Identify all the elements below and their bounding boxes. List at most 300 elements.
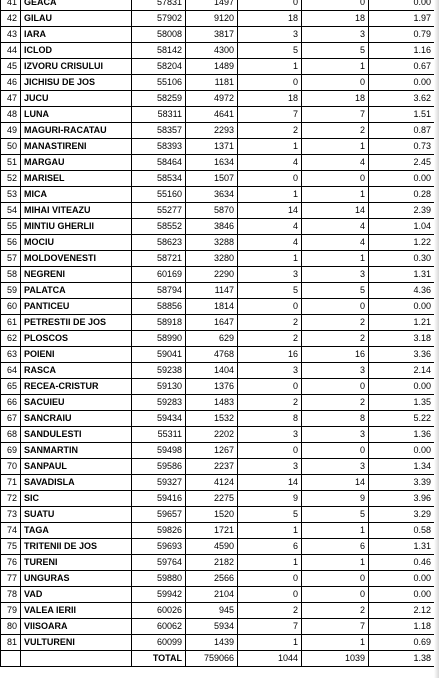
population: 1371 (186, 139, 238, 155)
count-b: 6 (302, 539, 369, 555)
row-index: 60 (1, 299, 21, 315)
table-row (1, 0, 435, 11)
table-row (1, 603, 435, 619)
locality-name: SACUIEU (21, 395, 132, 411)
row-index: 65 (1, 379, 21, 395)
count-b: 4 (302, 219, 369, 235)
siruta-code: 59764 (132, 555, 186, 571)
count-a: 3 (238, 427, 302, 443)
count-a: 18 (238, 11, 302, 27)
count-b: 0 (302, 443, 369, 459)
table-row (1, 363, 435, 379)
percent: 0.73 (369, 139, 435, 155)
count-b: 1 (302, 139, 369, 155)
row-index: 74 (1, 523, 21, 539)
total-empty-cell (1, 651, 21, 667)
population: 4590 (186, 539, 238, 555)
siruta-code: 58142 (132, 43, 186, 59)
count-b: 3 (302, 427, 369, 443)
count-a: 4 (238, 155, 302, 171)
count-a: 9 (238, 491, 302, 507)
population: 4641 (186, 107, 238, 123)
percent: 2.12 (369, 603, 435, 619)
count-b: 9 (302, 491, 369, 507)
siruta-code: 55160 (132, 187, 186, 203)
population: 945 (186, 603, 238, 619)
row-index: 62 (1, 331, 21, 347)
count-b: 0 (302, 0, 369, 11)
table-row (1, 203, 435, 219)
population: 2237 (186, 459, 238, 475)
count-a: 0 (238, 443, 302, 459)
population: 1439 (186, 635, 238, 651)
count-a: 8 (238, 411, 302, 427)
percent: 0.00 (369, 171, 435, 187)
percent: 0.87 (369, 123, 435, 139)
count-a: 1 (238, 523, 302, 539)
locality-name: VIISOARA (21, 619, 132, 635)
count-a: 3 (238, 363, 302, 379)
population: 1267 (186, 443, 238, 459)
percent: 1.21 (369, 315, 435, 331)
percent: 2.14 (369, 363, 435, 379)
count-b: 3 (302, 459, 369, 475)
percent: 3.36 (369, 347, 435, 363)
count-b: 5 (302, 43, 369, 59)
count-b: 3 (302, 27, 369, 43)
row-index: 77 (1, 571, 21, 587)
population: 1814 (186, 299, 238, 315)
population: 629 (186, 331, 238, 347)
table-row (1, 411, 435, 427)
percent: 2.39 (369, 203, 435, 219)
siruta-code: 60099 (132, 635, 186, 651)
count-b: 0 (302, 379, 369, 395)
percent: 0.00 (369, 443, 435, 459)
siruta-code: 60169 (132, 267, 186, 283)
table-row (1, 587, 435, 603)
count-a: 0 (238, 571, 302, 587)
percent: 0.79 (369, 27, 435, 43)
count-b: 2 (302, 395, 369, 411)
siruta-code: 60026 (132, 603, 186, 619)
percent: 1.22 (369, 235, 435, 251)
row-index: 45 (1, 59, 21, 75)
count-a: 1 (238, 139, 302, 155)
count-a: 3 (238, 267, 302, 283)
population: 4300 (186, 43, 238, 59)
total-population: 759066 (186, 651, 238, 667)
percent: 0.30 (369, 251, 435, 267)
siruta-code: 59041 (132, 347, 186, 363)
population: 2290 (186, 267, 238, 283)
siruta-code: 58856 (132, 299, 186, 315)
population: 1532 (186, 411, 238, 427)
row-index: 66 (1, 395, 21, 411)
count-b: 16 (302, 347, 369, 363)
count-b: 0 (302, 299, 369, 315)
population: 2202 (186, 427, 238, 443)
population: 2275 (186, 491, 238, 507)
table-row (1, 475, 435, 491)
locality-name: UNGURAS (21, 571, 132, 587)
population: 1497 (186, 0, 238, 11)
population: 3288 (186, 235, 238, 251)
row-index: 47 (1, 91, 21, 107)
count-a: 0 (238, 0, 302, 11)
table-row (1, 75, 435, 91)
table-row (1, 571, 435, 587)
table-row (1, 315, 435, 331)
count-a: 18 (238, 91, 302, 107)
count-a: 0 (238, 75, 302, 91)
row-index: 78 (1, 587, 21, 603)
siruta-code: 57831 (132, 0, 186, 11)
count-a: 14 (238, 203, 302, 219)
percent: 1.36 (369, 427, 435, 443)
locality-name: SANDULESTI (21, 427, 132, 443)
total-row (1, 651, 435, 667)
total-count-b: 1039 (302, 651, 369, 667)
siruta-code: 59238 (132, 363, 186, 379)
row-index: 69 (1, 443, 21, 459)
table-row (1, 251, 435, 267)
percent: 5.22 (369, 411, 435, 427)
table-row (1, 299, 435, 315)
count-a: 16 (238, 347, 302, 363)
row-index: 81 (1, 635, 21, 651)
table-row (1, 155, 435, 171)
siruta-code: 58357 (132, 123, 186, 139)
table-row (1, 459, 435, 475)
population: 4768 (186, 347, 238, 363)
siruta-code: 60062 (132, 619, 186, 635)
population: 3817 (186, 27, 238, 43)
percent: 3.62 (369, 91, 435, 107)
percent: 0.00 (369, 299, 435, 315)
row-index: 43 (1, 27, 21, 43)
siruta-code: 58534 (132, 171, 186, 187)
row-index: 76 (1, 555, 21, 571)
count-b: 7 (302, 619, 369, 635)
percent: 0.00 (369, 75, 435, 91)
count-b: 7 (302, 107, 369, 123)
total-percent: 1.38 (369, 651, 435, 667)
row-index: 73 (1, 507, 21, 523)
count-b: 5 (302, 283, 369, 299)
row-index: 57 (1, 251, 21, 267)
siruta-code: 59434 (132, 411, 186, 427)
siruta-code: 58008 (132, 27, 186, 43)
count-b: 18 (302, 11, 369, 27)
locality-name: SANPAUL (21, 459, 132, 475)
locality-name: MIHAI VITEAZU (21, 203, 132, 219)
percent: 1.34 (369, 459, 435, 475)
percent: 0.67 (369, 59, 435, 75)
siruta-code: 58990 (132, 331, 186, 347)
table-row (1, 219, 435, 235)
count-a: 4 (238, 235, 302, 251)
table-row (1, 171, 435, 187)
count-a: 5 (238, 283, 302, 299)
count-b: 8 (302, 411, 369, 427)
percent: 3.18 (369, 331, 435, 347)
population: 3280 (186, 251, 238, 267)
percent: 0.69 (369, 635, 435, 651)
siruta-code: 59693 (132, 539, 186, 555)
percent: 3.39 (369, 475, 435, 491)
table-row (1, 507, 435, 523)
population: 1376 (186, 379, 238, 395)
percent: 1.31 (369, 539, 435, 555)
siruta-code: 58311 (132, 107, 186, 123)
percent: 0.46 (369, 555, 435, 571)
locality-name: IARA (21, 27, 132, 43)
percent: 0.00 (369, 587, 435, 603)
count-a: 7 (238, 107, 302, 123)
row-index: 54 (1, 203, 21, 219)
population: 2293 (186, 123, 238, 139)
table-row (1, 523, 435, 539)
total-count-a: 1044 (238, 651, 302, 667)
count-b: 1 (302, 635, 369, 651)
population: 3634 (186, 187, 238, 203)
population: 1404 (186, 363, 238, 379)
locality-name: VULTURENI (21, 635, 132, 651)
row-index: 58 (1, 267, 21, 283)
row-index: 46 (1, 75, 21, 91)
table-row (1, 91, 435, 107)
locality-name: MOCIU (21, 235, 132, 251)
count-a: 14 (238, 475, 302, 491)
table-row (1, 267, 435, 283)
table-row (1, 635, 435, 651)
count-a: 5 (238, 507, 302, 523)
count-a: 2 (238, 315, 302, 331)
count-b: 5 (302, 507, 369, 523)
row-index: 49 (1, 123, 21, 139)
percent: 3.29 (369, 507, 435, 523)
percent: 3.96 (369, 491, 435, 507)
percent: 1.31 (369, 267, 435, 283)
locality-name: SANCRAIU (21, 411, 132, 427)
count-a: 5 (238, 43, 302, 59)
count-b: 3 (302, 363, 369, 379)
siruta-code: 59826 (132, 523, 186, 539)
table-row (1, 331, 435, 347)
row-index: 68 (1, 427, 21, 443)
count-a: 0 (238, 171, 302, 187)
count-b: 1 (302, 523, 369, 539)
count-a: 1 (238, 555, 302, 571)
row-index: 44 (1, 43, 21, 59)
count-a: 2 (238, 603, 302, 619)
siruta-code: 58794 (132, 283, 186, 299)
count-b: 2 (302, 123, 369, 139)
locality-name: VALEA IERII (21, 603, 132, 619)
table-row (1, 395, 435, 411)
siruta-code: 58464 (132, 155, 186, 171)
row-index: 61 (1, 315, 21, 331)
siruta-code: 58552 (132, 219, 186, 235)
siruta-code: 59586 (132, 459, 186, 475)
siruta-code: 58623 (132, 235, 186, 251)
percent: 2.45 (369, 155, 435, 171)
count-a: 7 (238, 619, 302, 635)
count-b: 14 (302, 203, 369, 219)
count-b: 0 (302, 171, 369, 187)
locality-name: MARISEL (21, 171, 132, 187)
siruta-code: 59657 (132, 507, 186, 523)
table-row (1, 123, 435, 139)
table-row (1, 379, 435, 395)
count-a: 6 (238, 539, 302, 555)
population: 5934 (186, 619, 238, 635)
locality-name: MOLDOVENESTI (21, 251, 132, 267)
count-b: 1 (302, 555, 369, 571)
locality-name: IZVORU CRISULUI (21, 59, 132, 75)
page-edge-shadow (434, 0, 439, 678)
total-label: TOTAL (132, 651, 186, 667)
locality-name: RECEA-CRISTUR (21, 379, 132, 395)
table-row (1, 27, 435, 43)
count-a: 0 (238, 299, 302, 315)
siruta-code: 55311 (132, 427, 186, 443)
count-b: 4 (302, 155, 369, 171)
count-a: 2 (238, 123, 302, 139)
percent: 0.00 (369, 379, 435, 395)
row-index: 70 (1, 459, 21, 475)
percent: 1.51 (369, 107, 435, 123)
count-a: 0 (238, 587, 302, 603)
count-a: 3 (238, 27, 302, 43)
population: 1489 (186, 59, 238, 75)
locality-name: RASCA (21, 363, 132, 379)
row-index: 64 (1, 363, 21, 379)
locality-name: PALATCA (21, 283, 132, 299)
locality-name: MARGAU (21, 155, 132, 171)
count-b: 0 (302, 587, 369, 603)
siruta-code: 55277 (132, 203, 186, 219)
count-b: 14 (302, 475, 369, 491)
table-row (1, 427, 435, 443)
locality-name: JUCU (21, 91, 132, 107)
count-b: 18 (302, 91, 369, 107)
locality-name: TAGA (21, 523, 132, 539)
locality-name: POIENI (21, 347, 132, 363)
locality-name: GILAU (21, 11, 132, 27)
population: 1520 (186, 507, 238, 523)
locality-name: MICA (21, 187, 132, 203)
siruta-code: 57902 (132, 11, 186, 27)
locality-name: GEACA (21, 0, 132, 11)
locality-name: JICHISU DE JOS (21, 75, 132, 91)
percent: 4.36 (369, 283, 435, 299)
table-row (1, 107, 435, 123)
population: 2566 (186, 571, 238, 587)
percent: 0.00 (369, 571, 435, 587)
row-index: 42 (1, 11, 21, 27)
table-row (1, 555, 435, 571)
percent: 0.58 (369, 523, 435, 539)
siruta-code: 58393 (132, 139, 186, 155)
row-index: 55 (1, 219, 21, 235)
locality-name: NEGRENI (21, 267, 132, 283)
population: 1634 (186, 155, 238, 171)
percent: 0.28 (369, 187, 435, 203)
siruta-code: 59130 (132, 379, 186, 395)
percent: 1.35 (369, 395, 435, 411)
count-a: 2 (238, 395, 302, 411)
population: 9120 (186, 11, 238, 27)
locality-name: PANTICEU (21, 299, 132, 315)
population: 5870 (186, 203, 238, 219)
row-index: 80 (1, 619, 21, 635)
count-a: 1 (238, 251, 302, 267)
table-row (1, 43, 435, 59)
siruta-code: 59283 (132, 395, 186, 411)
siruta-code: 59416 (132, 491, 186, 507)
population: 1147 (186, 283, 238, 299)
percent: 1.18 (369, 619, 435, 635)
count-b: 1 (302, 59, 369, 75)
siruta-code: 58721 (132, 251, 186, 267)
count-b: 2 (302, 315, 369, 331)
count-a: 3 (238, 459, 302, 475)
locality-name: VAD (21, 587, 132, 603)
row-index: 48 (1, 107, 21, 123)
count-b: 1 (302, 251, 369, 267)
population: 2182 (186, 555, 238, 571)
siruta-code: 59327 (132, 475, 186, 491)
siruta-code: 58204 (132, 59, 186, 75)
population: 1721 (186, 523, 238, 539)
table-row (1, 347, 435, 363)
row-index: 79 (1, 603, 21, 619)
siruta-code: 59880 (132, 571, 186, 587)
siruta-code: 59498 (132, 443, 186, 459)
locality-name: PLOSCOS (21, 331, 132, 347)
population: 1507 (186, 171, 238, 187)
count-b: 0 (302, 75, 369, 91)
percent: 1.04 (369, 219, 435, 235)
row-index: 51 (1, 155, 21, 171)
count-a: 4 (238, 219, 302, 235)
table-row (1, 443, 435, 459)
population: 3846 (186, 219, 238, 235)
siruta-code: 58918 (132, 315, 186, 331)
table-row (1, 491, 435, 507)
count-b: 1 (302, 187, 369, 203)
locality-name: SIC (21, 491, 132, 507)
row-index: 56 (1, 235, 21, 251)
count-a: 0 (238, 379, 302, 395)
locality-name: ICLOD (21, 43, 132, 59)
locality-name: MANASTIRENI (21, 139, 132, 155)
percent: 1.16 (369, 43, 435, 59)
row-index: 53 (1, 187, 21, 203)
row-index: 63 (1, 347, 21, 363)
count-b: 2 (302, 331, 369, 347)
table-row (1, 11, 435, 27)
population: 1647 (186, 315, 238, 331)
locality-name: SAVADISLA (21, 475, 132, 491)
count-a: 2 (238, 331, 302, 347)
percent: 0.00 (369, 0, 435, 11)
count-a: 1 (238, 59, 302, 75)
locality-name: TRITENII DE JOS (21, 539, 132, 555)
count-b: 0 (302, 571, 369, 587)
